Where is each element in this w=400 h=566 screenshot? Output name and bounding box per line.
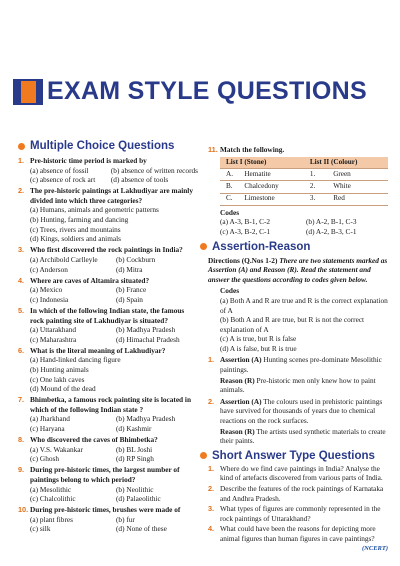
option: (b) Both A and R are true, but R is not the correct explanation of A bbox=[220, 315, 365, 334]
reason-label: Reason (R) bbox=[220, 375, 255, 385]
option: (c) silk bbox=[30, 524, 51, 534]
ar-heading-label: Assertion-Reason bbox=[212, 240, 311, 253]
bullet-icon bbox=[200, 243, 207, 250]
mcq-question bbox=[18, 186, 198, 244]
title-icon bbox=[13, 79, 43, 105]
option: (d) Kings, soldiers and animals bbox=[30, 234, 121, 244]
mcq-question bbox=[18, 465, 198, 503]
option: (c) Ghosh bbox=[30, 454, 59, 464]
reason bbox=[220, 427, 388, 446]
option: (b) BL Joshi bbox=[116, 444, 153, 454]
mcq-question bbox=[18, 156, 198, 185]
sa-question bbox=[208, 464, 388, 483]
table-row bbox=[220, 169, 388, 181]
table-cell: Chalcedony bbox=[238, 181, 303, 193]
question-text: During pre-historic times, brushes were made of bbox=[30, 505, 181, 515]
table-cell: 3. bbox=[304, 193, 327, 205]
mcq-question bbox=[18, 505, 198, 534]
mcq-heading bbox=[18, 140, 174, 152]
option: (d) RP Singh bbox=[116, 454, 154, 464]
question-number: 2. bbox=[208, 484, 215, 493]
question-number: 2. bbox=[18, 186, 25, 196]
mcq-question bbox=[18, 346, 198, 394]
ar-question bbox=[208, 355, 388, 394]
bullet-icon bbox=[18, 143, 25, 150]
question-text: In which of the following Indian state, the famous rock painting site of Lakhudiyar is situated? bbox=[30, 305, 185, 325]
question-number: 10. bbox=[18, 505, 29, 515]
option: (c) Chalcolithic bbox=[30, 494, 76, 504]
assertion-label: Assertion (A) bbox=[220, 355, 262, 365]
question-text: Who discovered the caves of Bhimbetka? bbox=[30, 435, 158, 445]
option: (d) Kashmir bbox=[116, 424, 152, 434]
question-text: Where are caves of Altamira situated? bbox=[30, 275, 150, 285]
sa-question bbox=[208, 524, 388, 553]
option: (a) absence of fossil bbox=[30, 165, 89, 175]
option: (b) Cockburn bbox=[116, 254, 156, 264]
table-row bbox=[220, 193, 388, 205]
mcq-question bbox=[18, 276, 198, 305]
option: (a) Uttarakhand bbox=[30, 325, 76, 335]
mcq-question bbox=[18, 306, 198, 344]
question-11 bbox=[208, 145, 388, 237]
question-text: What is the literal meaning of Lakhudiyar? bbox=[30, 345, 166, 355]
option: (b) fur bbox=[116, 514, 135, 524]
option: (c) Indonesia bbox=[30, 294, 69, 304]
option: (d) A-2, B-3, C-1 bbox=[306, 226, 357, 236]
ar-directions: Directions (Q.Nos 1-2) There are two statements marked as Assertion (A) and Reason (R). Read the statement and answer the questions according to codes given below. bbox=[208, 255, 388, 284]
ar-codes: Codes (a) Both A and R are true and R is the correct explanation of A (b) Both A and R are true, but R is not the correct explanation of A (c) A is true, but R is false (d) A is false, but R is true bbox=[220, 286, 388, 353]
option: (a) V.S. Wakankar bbox=[30, 444, 83, 454]
table-cell: 2. bbox=[304, 181, 327, 193]
options bbox=[30, 355, 198, 393]
question-text: Describe the features of the rock paintings of Karnataka and Andhra Pradesh. bbox=[220, 484, 384, 503]
sa-question bbox=[208, 484, 388, 503]
option: (b) Madhya Pradesh bbox=[116, 414, 176, 424]
table-cell: White bbox=[327, 181, 388, 193]
mcq-question bbox=[18, 395, 198, 433]
table-cell: Hematite bbox=[238, 169, 303, 181]
option: (c) Haryana bbox=[30, 424, 65, 434]
option: (d) A is false, but R is true bbox=[220, 343, 297, 353]
option: (c) Anderson bbox=[30, 264, 68, 274]
right-column bbox=[208, 145, 388, 554]
option: (d) Spain bbox=[116, 294, 143, 304]
question-number: 4. bbox=[18, 275, 25, 285]
reason bbox=[220, 376, 388, 395]
mcq-question bbox=[18, 245, 198, 274]
question-number: 1. bbox=[208, 463, 215, 473]
assertion-text: Hunting scenes pre-dominate Mesolithic paintings. bbox=[220, 355, 382, 375]
table-header: List I (Stone) bbox=[220, 157, 304, 169]
table-cell: Green bbox=[327, 169, 388, 181]
reason-text: Pre-historic men only knew how to paint animals. bbox=[220, 375, 376, 395]
reason-label: Reason (R) bbox=[220, 426, 255, 436]
question-number: 11. bbox=[208, 145, 218, 154]
question-text: Where do we find cave paintings in India? Analyse the kind of artefacts discovered from various parts of India. bbox=[220, 463, 383, 483]
question-number: 7. bbox=[18, 395, 25, 405]
option: (a) Archibold Carlleyle bbox=[30, 254, 98, 264]
option: (a) Hand-linked dancing figure bbox=[30, 355, 121, 365]
question-text: Bhimbetka, a famous rock painting site is located in which of the following Indian state ? bbox=[30, 395, 192, 414]
question-text: Who first discovered the rock paintings in India? bbox=[30, 245, 183, 255]
options bbox=[30, 205, 198, 243]
option: (c) Trees, rivers and mountains bbox=[30, 224, 121, 234]
codes-options bbox=[220, 217, 388, 236]
assertion-text: The colours used in prehistoric paintings have survived for thousands of years due to chemical reactions on the rock surfaces. bbox=[220, 396, 383, 426]
option: (b) Hunting animals bbox=[30, 364, 89, 374]
option: (d) Himachal Pradesh bbox=[116, 334, 180, 344]
option: (d) absence of tools bbox=[110, 175, 169, 185]
options bbox=[30, 485, 198, 504]
ar-question bbox=[208, 397, 388, 446]
table-row bbox=[220, 181, 388, 193]
option: (c) Maharashtra bbox=[30, 334, 77, 344]
codes-label: Codes bbox=[220, 207, 240, 217]
question-number: 5. bbox=[18, 305, 25, 315]
reason-text: The artists used synthetic materials to create their paints. bbox=[220, 426, 386, 446]
sa-question bbox=[208, 504, 388, 523]
option: (b) A-2, B-1, C-3 bbox=[306, 217, 357, 227]
question-number: 9. bbox=[18, 465, 25, 475]
options bbox=[30, 445, 198, 464]
left-column bbox=[18, 156, 198, 536]
table-cell: Limestone bbox=[238, 193, 303, 205]
option: (a) Mesolithic bbox=[30, 484, 72, 494]
ar-heading bbox=[200, 241, 388, 253]
table-cell: Red bbox=[327, 193, 388, 205]
question-text: During pre-historic times, the largest number of paintings belong to which period? bbox=[30, 465, 180, 484]
option: (c) One lakh caves bbox=[30, 374, 85, 384]
option: (c) absence of rock art bbox=[30, 175, 96, 185]
option: (a) Jharkhand bbox=[30, 414, 70, 424]
option: (d) None of these bbox=[116, 524, 167, 534]
assertion bbox=[220, 397, 388, 426]
options bbox=[30, 255, 198, 274]
option: (b) Madhya Pradesh bbox=[116, 325, 176, 335]
option: (b) France bbox=[116, 285, 147, 295]
question-text: What types of figures are commonly represented in the rock paintings of Uttarakhand? bbox=[220, 504, 381, 523]
bullet-icon bbox=[200, 452, 207, 459]
options bbox=[30, 166, 198, 185]
sa-heading-label: Short Answer Type Questions bbox=[212, 449, 375, 462]
options bbox=[30, 285, 198, 304]
question-text: The pre-historic paintings at Lakhudiyar are mainly divided into which three categories? bbox=[30, 186, 193, 205]
table-header: List II (Colour) bbox=[304, 157, 388, 169]
assertion bbox=[220, 355, 388, 374]
options bbox=[30, 414, 198, 433]
option: (a) Both A and R are true and R is the correct explanation of A bbox=[220, 295, 388, 315]
ncert-tag: (NCERT) bbox=[362, 544, 388, 552]
option: (b) Hunting, farming and dancing bbox=[30, 215, 129, 225]
match-table bbox=[220, 157, 388, 206]
question-number: 8. bbox=[18, 435, 25, 445]
question-number: 3. bbox=[208, 504, 215, 514]
option: (a) A-3, B-1, C-2 bbox=[220, 217, 271, 227]
option: (c) A-3, B-2, C-1 bbox=[220, 226, 271, 236]
options bbox=[30, 515, 198, 534]
question-number: 1. bbox=[18, 156, 25, 165]
table-cell: B. bbox=[220, 181, 238, 193]
sa-heading bbox=[200, 450, 388, 462]
question-number: 1. bbox=[208, 355, 215, 365]
table-cell: C. bbox=[220, 193, 238, 205]
option: (b) absence of written records bbox=[110, 165, 198, 175]
question-text: Pre-historic time period is marked by bbox=[30, 156, 147, 165]
option: (a) Mexico bbox=[30, 285, 63, 295]
assertion-label: Assertion (A) bbox=[220, 396, 262, 406]
option: (c) A is true, but R is false bbox=[220, 334, 297, 344]
option: (a) Humans, animals and geometric patterns bbox=[30, 205, 159, 215]
option: (b) Neolithic bbox=[116, 484, 154, 494]
table-cell: A. bbox=[220, 169, 238, 181]
option: (d) Palaeolithic bbox=[116, 494, 161, 504]
options bbox=[30, 325, 198, 344]
option: (d) Mitra bbox=[116, 264, 143, 274]
question-number: 4. bbox=[208, 524, 215, 534]
page-title: EXAM STYLE QUESTIONS bbox=[47, 77, 367, 105]
question-text: What could have been the reasons for depicting more animal figures than human figures in cave paintings? bbox=[220, 524, 376, 543]
question-number: 6. bbox=[18, 345, 25, 355]
option: (a) plant fibres bbox=[30, 514, 73, 524]
question-number: 2. bbox=[208, 396, 215, 406]
mcq-question bbox=[18, 435, 198, 464]
question-text: Match the following. bbox=[220, 145, 285, 154]
table-cell: 1. bbox=[304, 169, 327, 181]
option: (d) Mound of the dead bbox=[30, 384, 96, 394]
mcq-heading-label: Multiple Choice Questions bbox=[30, 140, 175, 152]
question-number: 3. bbox=[18, 245, 25, 255]
